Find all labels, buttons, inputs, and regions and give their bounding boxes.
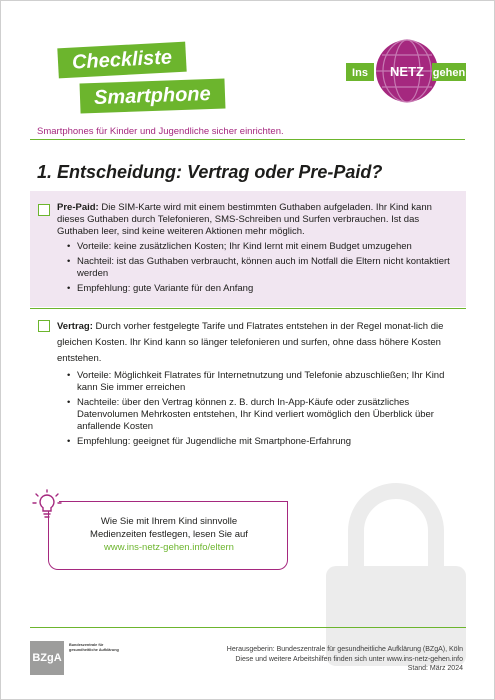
list-item: • Empfehlung: gute Variante für den Anfang (67, 283, 457, 295)
footer-publisher: Herausgeberin: Bundeszentrale für gesundheitliche Aufklärung (BZgA), Köln (226, 646, 463, 653)
footer-date: Stand: März 2024 (407, 665, 463, 672)
list-item: • Vorteile: keine zusätzlichen Kosten; Ihr Kind lernt mit einem Budget umzugehen (67, 241, 457, 253)
prepaid-checkbox[interactable] (38, 204, 50, 216)
list-item: • Nachteile: über den Vertrag können z. B. durch In-App-Käufe oder zusätzliches Datenvolumen Mehrkosten entstehen, Ihr Kind verliert womöglich den Überblick über anfallende Kosten (67, 397, 457, 433)
prepaid-intro (57, 202, 457, 238)
callout-line1: Wie Sie mit Ihrem Kind sinnvolle (100, 516, 238, 527)
callout-line2: Medienzeiten festlegen, lesen Sie auf (90, 529, 248, 540)
prepaid-bullets (57, 241, 457, 295)
vertrag-checkbox[interactable] (38, 320, 50, 332)
info-callout (48, 501, 288, 570)
logo-word-gehen: gehen (432, 67, 466, 79)
section-heading: 1. Entscheidung: Vertrag oder Pre-Paid? (37, 162, 383, 182)
prepaid-item (57, 202, 457, 298)
prepaid-term: Pre-Paid: (57, 202, 99, 213)
ins-netz-gehen-logo (346, 37, 466, 107)
subtitle: Smartphones für Kinder und Jugendliche sicher einrichten. (37, 126, 284, 137)
title-tag-smartphone: Smartphone (80, 78, 226, 113)
divider-bottom (30, 627, 466, 628)
title-tag-checkliste: Checkliste (57, 42, 186, 79)
vertrag-item (57, 319, 457, 451)
list-item: • Empfehlung: geeignet für Jugendliche mit Smartphone-Erfahrung (67, 436, 457, 448)
vertrag-intro (57, 319, 457, 367)
footer-more: Diese und weitere Arbeitshilfen finden sich unter www.ins-netz-gehen.info (235, 655, 463, 663)
logo-word-netz: NETZ (390, 64, 424, 79)
vertrag-bullets (57, 370, 457, 448)
lock-icon (311, 471, 481, 671)
lightbulb-icon (31, 489, 63, 521)
footer-info (227, 645, 463, 674)
divider-top (30, 139, 465, 140)
logo-word-ins: Ins (352, 67, 368, 79)
vertrag-term: Vertrag: (57, 321, 93, 332)
list-item: • Nachteil: ist das Guthaben verbraucht, können auch im Notfall die Eltern nicht kontaktiert werden (67, 256, 457, 280)
callout-link[interactable]: www.ins-netz-gehen.info/eltern (104, 542, 234, 553)
list-item: • Vorteile: Möglichkeit Flatrates für Internetnutzung und Telefonie abzuschließen; Ihr Kind kann Sie immer erreichen (67, 370, 457, 394)
bzga-name: Bundeszentrale für gesundheitliche Aufklärung (69, 643, 119, 652)
bzga-logo: BZgA (30, 641, 64, 675)
prepaid-intro-text: Die SIM-Karte wird mit einem bestimmten Guthaben aufgeladen. Ihr Kind kann dieses Guthaben durch Telefonieren, SMS-Schreiben und Surfen verbrauchen. Ist das Guthaben leer, sind keine weiteren Aktionen mehr möglich. (57, 202, 432, 237)
vertrag-intro-text: Durch vorher festgelegte Tarife und Flatrates entstehen in der Regel monat-lich die gleichen Kosten. Ihr Kind kann so länger telefonieren und surfen, ohne dass höhere Kosten entstehen. (57, 321, 444, 364)
divider-middle (30, 308, 466, 309)
